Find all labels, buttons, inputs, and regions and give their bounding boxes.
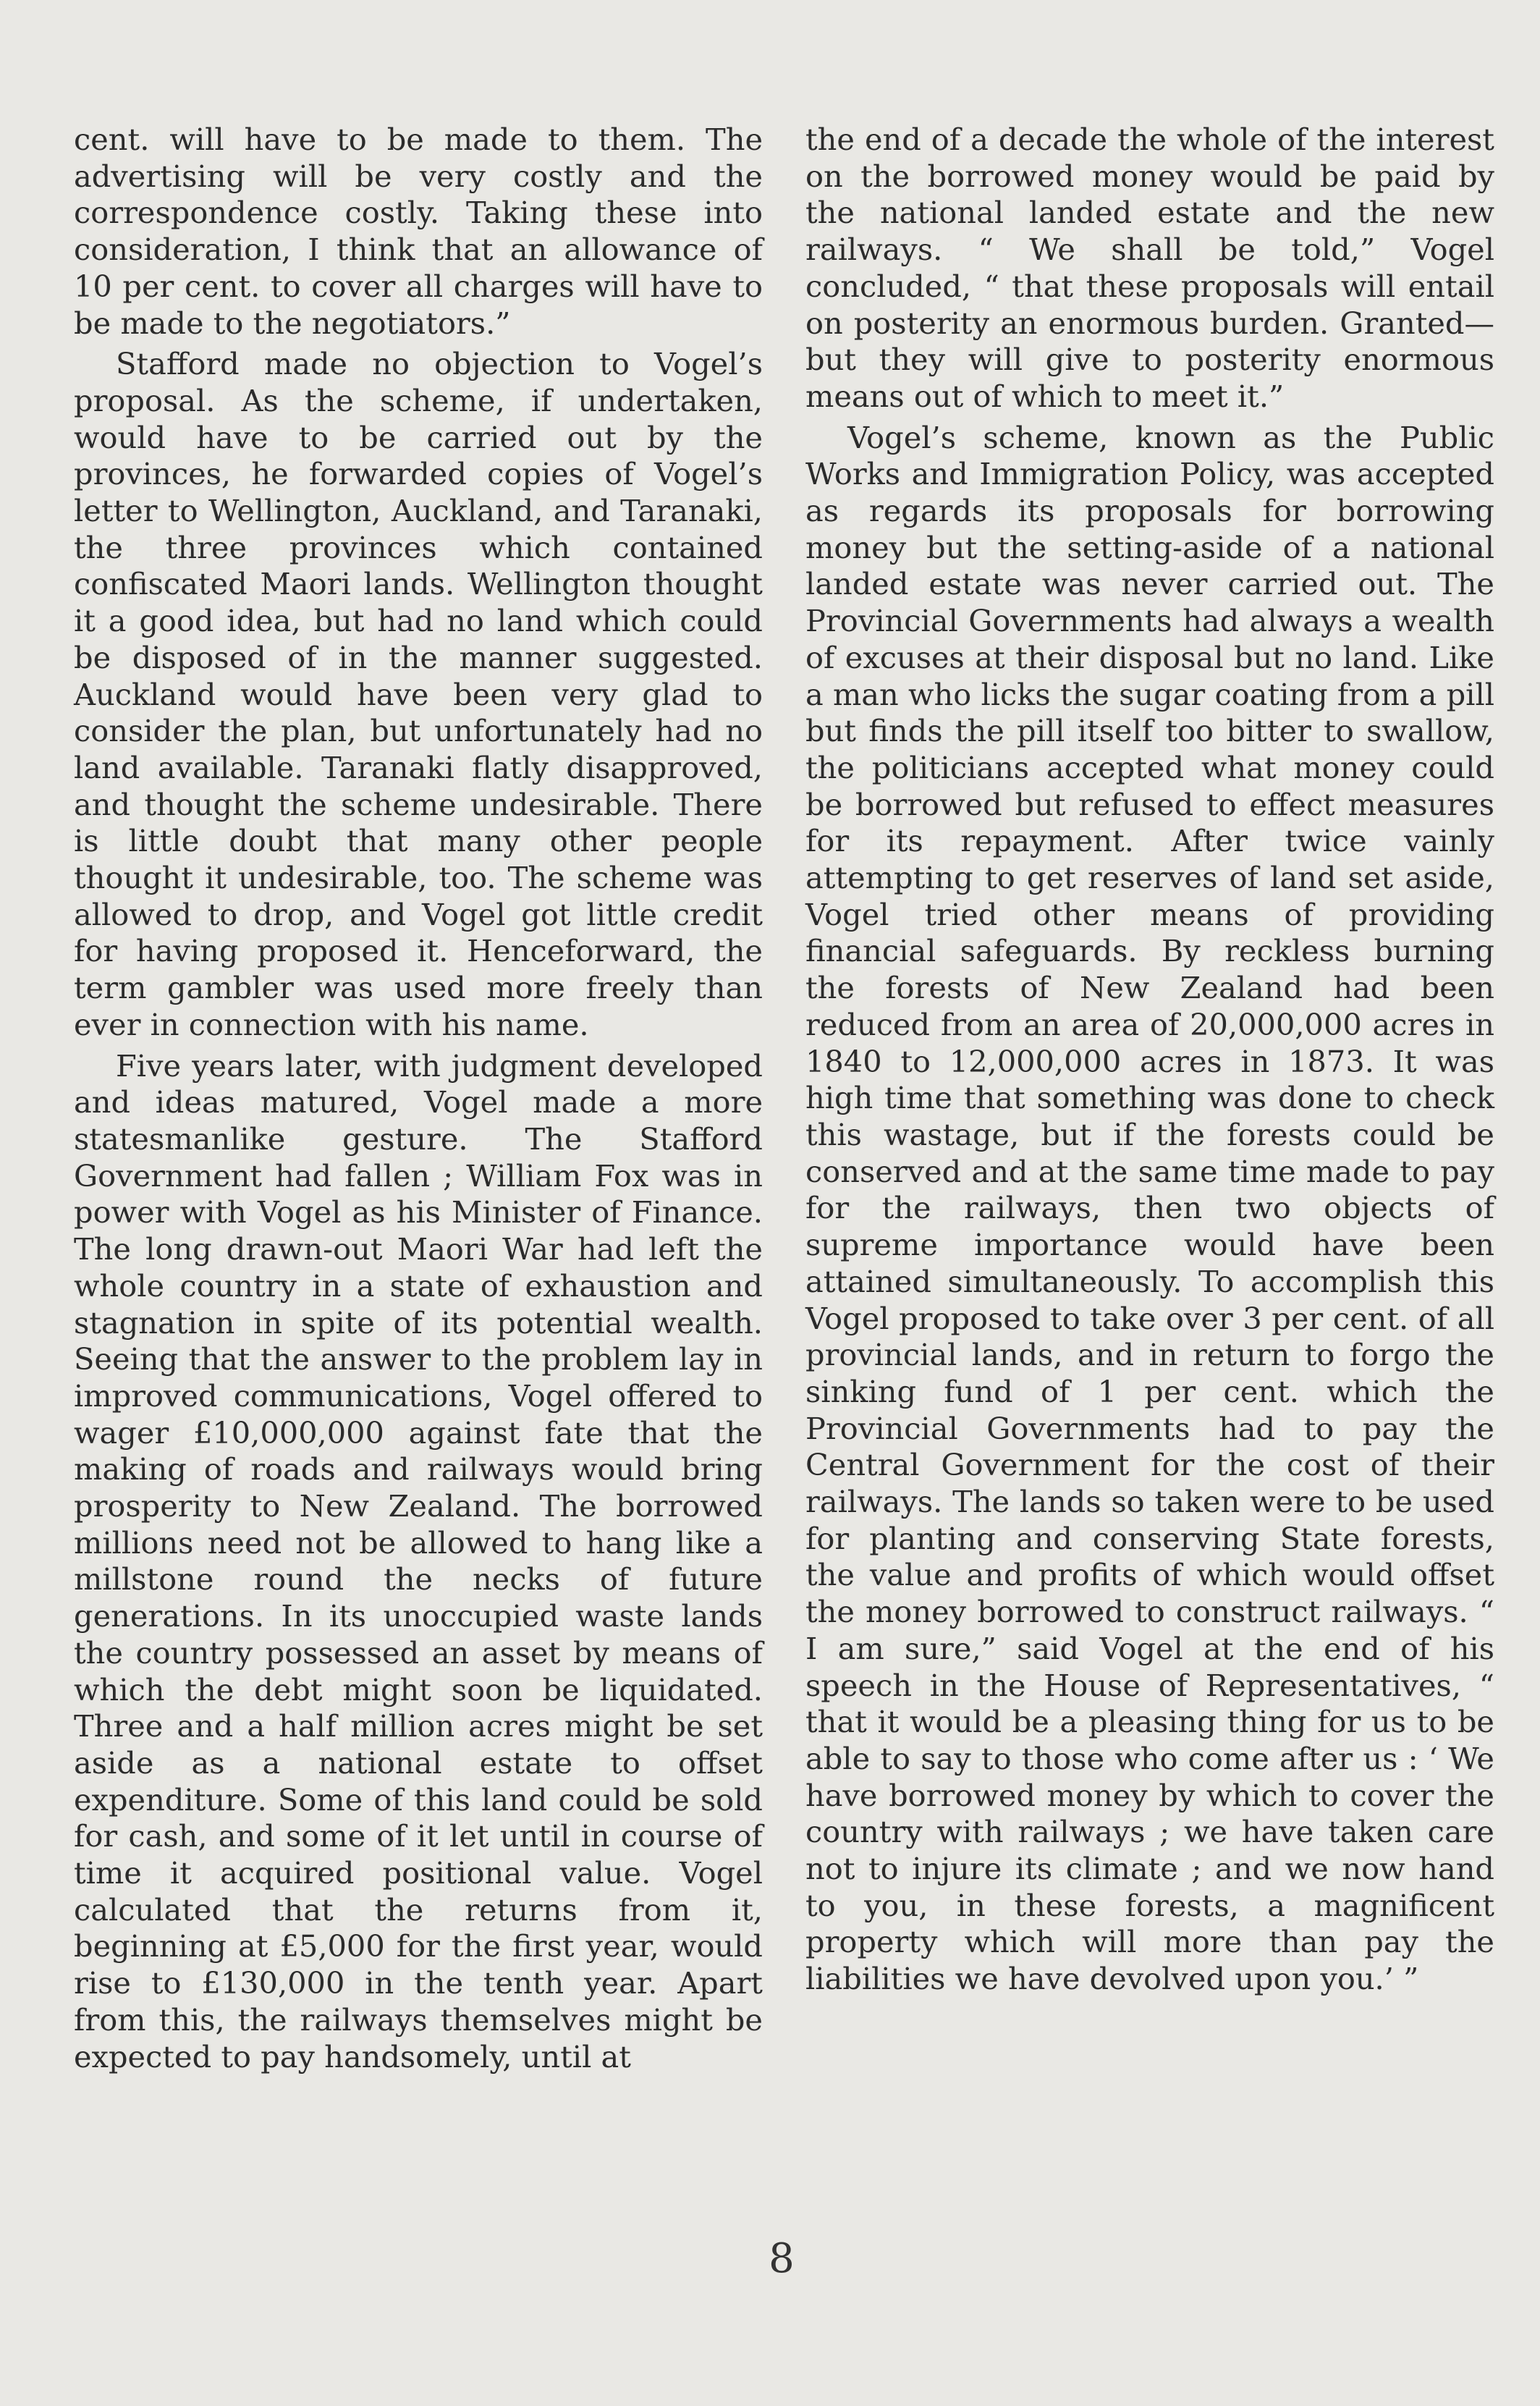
- page-number: 8: [769, 2235, 795, 2282]
- paragraph: cent. will have to be made to them. The advertising will be very costly and the correspondence costly. Taking these into consideration, I think that an allowance of 10 per cent. to cover all charges will have to be made to the negotiators.”: [74, 122, 763, 341]
- left-column: [74, 122, 763, 2075]
- paragraph: Five years later, with judgment developed and ideas matured, Vogel made a more statesmanlike gesture. The Stafford Government had fallen ; William Fox was in power with Vogel as his Minister of Finance. The long drawn-out Maori War had left the whole country in a state of exhaustion and stagnation in spite of its potential wealth. Seeing that the answer to the problem lay in improved communications, Vogel offered to wager £10,000,000 against fate that the making of roads and railways would bring prosperity to New Zealand. The borrowed millions need not be allowed to hang like a millstone round the necks of future generations. In its unoccupied waste lands the country possessed an asset by means of which the debt might soon be liquidated. Three and a half million acres might be set aside as a national estate to offset expenditure. Some of this land could be sold for cash, and some of it let until in course of time it acquired positional value. Vogel calculated that the returns from it, beginning at £5,000 for the first year, would rise to £130,000 in the tenth year. Apart from this, the railways themselves might be expected to pay handsomely, until at: [74, 1047, 763, 2074]
- paragraph: Vogel’s scheme, known as the Public Works and Immigration Policy, was accepted as regards its proposals for borrowing money but the setting-aside of a national landed estate was never carried out. The Provincial Governments had always a wealth of excuses at their disposal but no land. Like a man who licks the sugar coating from a pill but finds the pill itself too bitter to swallow, the politicians accepted what money could be borrowed but refused to effect measures for its repayment. After twice vainly attempting to get reserves of land set aside, Vogel tried other means of providing financial safeguards. By reckless burning the forests of New Zealand had been reduced from an area of 20,000,000 acres in 1840 to 12,000,000 acres in 1873. It was high time that something was done to check this wastage, but if the forests could be conserved and at the same time made to pay for the railways, then two objects of supreme importance would have been attained simultaneously. To accomplish this Vogel proposed to take over 3 per cent. of all provincial lands, and in return to forgo the sinking fund of 1 per cent. which the Provincial Governments had to pay the Central Government for the cost of their railways. The lands so taken were to be used for planting and conserving State forests, the value and profits of which would offset the money borrowed to construct railways. “ I am sure,” said Vogel at the end of his speech in the House of Representatives, “ that it would be a pleasing thing for us to be able to say to those who come after us : ‘ We have borrowed money by which to cover the country with railways ; we have taken care not to injure its climate ; and we now hand to you, in these forests, a magnificent property which will more than pay the liabilities we have devolved upon you.’ ”: [805, 419, 1494, 1997]
- paragraph: Stafford made no objection to Vogel’s proposal. As the scheme, if undertaken, would have to be carried out by the provinces, he forwarded copies of Vogel’s letter to Wellington, Auckland, and Taranaki, the three provinces which contained confiscated Maori lands. Wellington thought it a good idea, but had no land which could be disposed of in the manner suggested. Auckland would have been very glad to consider the plan, but unfortunately had no land available. Taranaki flatly disapproved, and thought the scheme undesirable. There is little doubt that many other people thought it undesirable, too. The scheme was allowed to drop, and Vogel got little credit for having proposed it. Henceforward, the term gambler was used more freely than ever in connection with his name.: [74, 346, 763, 1042]
- right-column: [805, 122, 1494, 1998]
- paragraph: the end of a decade the whole of the interest on the borrowed money would be paid by the national landed estate and the new railways. “ We shall be told,” Vogel concluded, “ that these proposals will entail on posterity an enormous burden. Granted—but they will give to posterity enormous means out of which to meet it.”: [805, 122, 1494, 414]
